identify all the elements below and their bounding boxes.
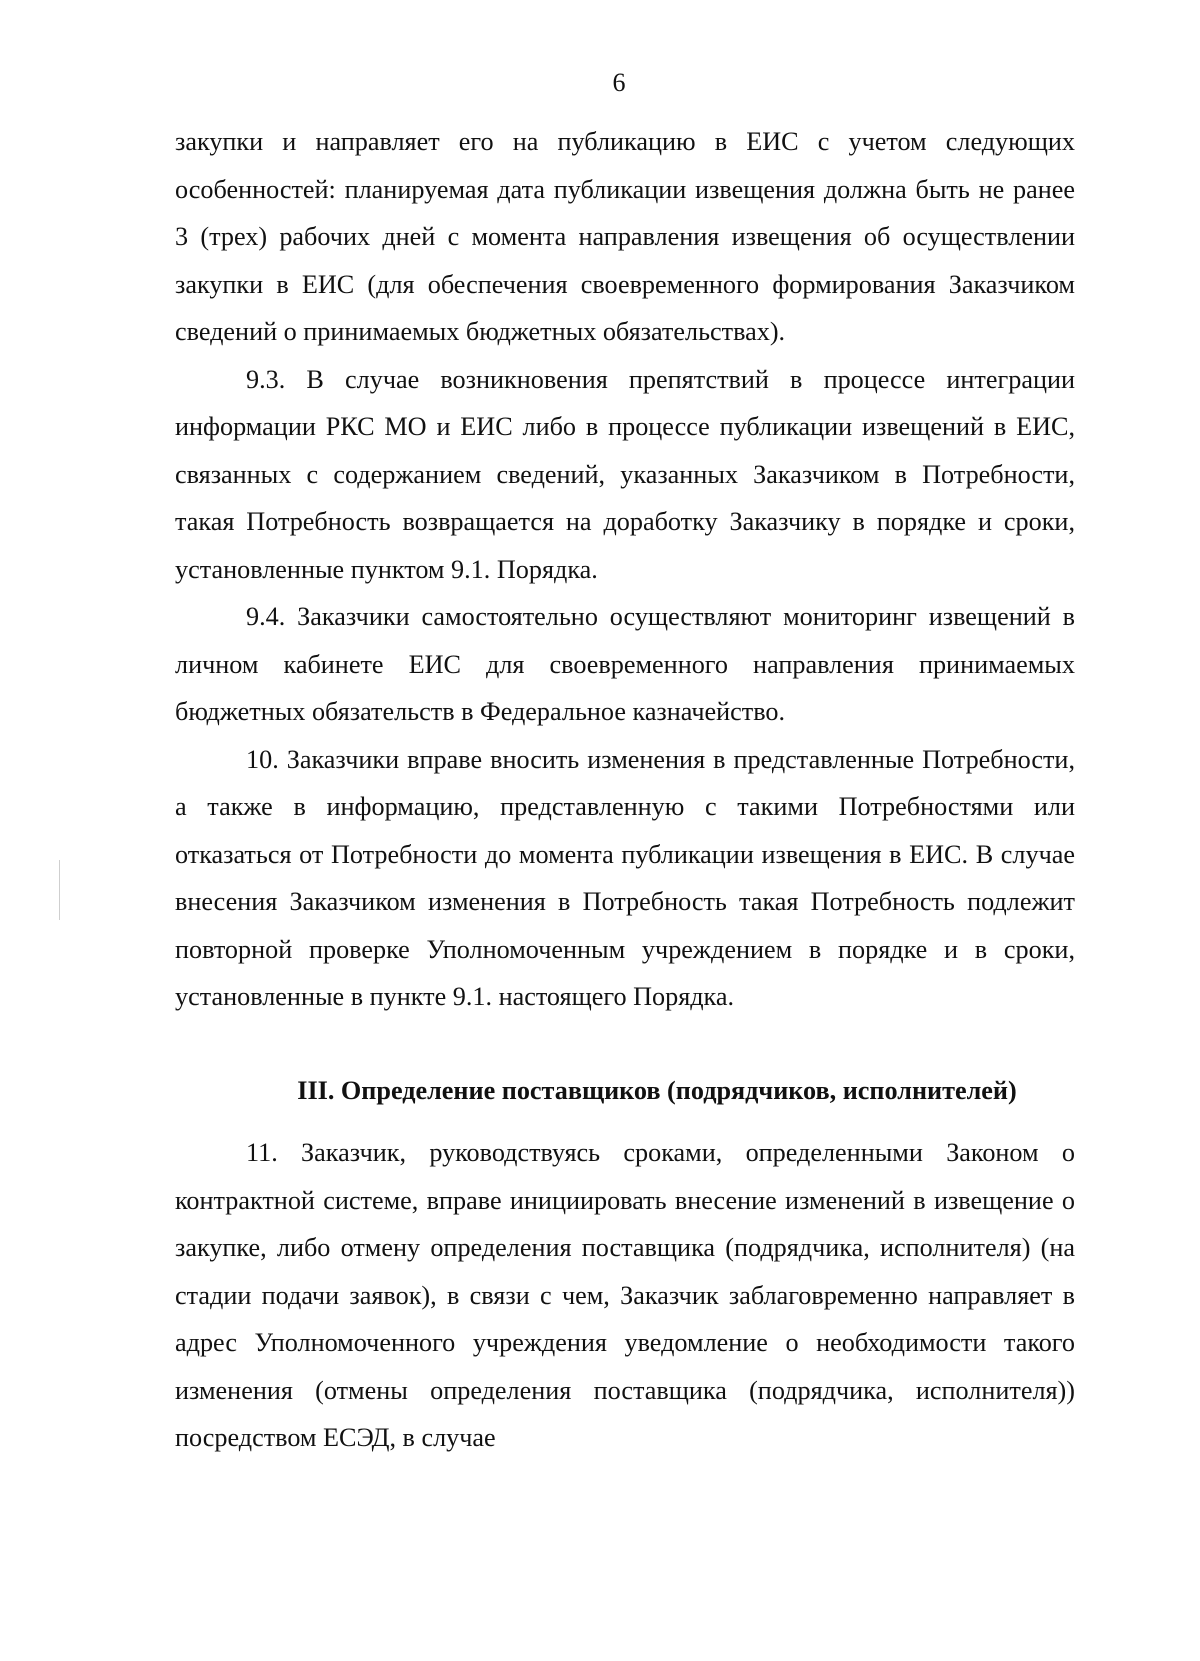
margin-scan-mark bbox=[59, 860, 60, 920]
paragraph-11: 11. Заказчик, руководствуясь сроками, определенными Законом о контрактной системе, вправе инициировать внесение изменений в извещение о закупке, либо отмену определения поставщика (подрядчика, исполнителя) (на стадии подачи заявок), в связи с чем, Заказчик заблаговременно направляет в адрес Уполномоченного учреждения уведомление о необходимости такого изменения (отмены определения поставщика (подрядчика, исполнителя)) посредством ЕСЭД, в случае bbox=[175, 1138, 1075, 1452]
section-heading: III. Определение поставщиков (подрядчиков, исполнителей) bbox=[297, 1075, 1017, 1105]
paragraph-9-4: 9.4. Заказчики самостоятельно осуществляют мониторинг извещений в личном кабинете ЕИС для своевременного направления принимаемых бюджетных обязательств в Федеральное казначейство. bbox=[175, 602, 1075, 726]
paragraph-10: 10. Заказчики вправе вносить изменения в представленные Потребности, а также в информацию, представленную с такими Потребностями или отказаться от Потребности до момента публикации извещения в ЕИС. В случае внесения Заказчиком изменения в Потребность такая Потребность подлежит повторной проверке Уполномоченным учреждением в порядке и в сроки, установленные в пункте 9.1. настоящего Порядка. bbox=[175, 744, 1075, 1011]
paragraph-9-3: 9.3. В случае возникновения препятствий в процессе интеграции информации РКС МО и ЕИС либо в процессе публикации извещений в ЕИС, связанных с содержанием сведений, указанных Заказчиком в Потребности, такая Потребность возвращается на доработку Заказчику в порядке и сроки, установленные пунктом 9.1. Порядка. bbox=[175, 364, 1075, 584]
paragraph-continuation: закупки и направляет его на публикацию в ЕИС с учетом следующих особенностей: планируемая дата публикации извещения должна быть не ранее 3 (трех) рабочих дней с момента направления извещения об осуществлении закупки в ЕИС (для обеспечения своевременного формирования Заказчиком сведений о принимаемых бюджетных обязательствах). bbox=[175, 127, 1075, 346]
document-body bbox=[175, 118, 1075, 1462]
page-number: 6 bbox=[612, 68, 626, 97]
